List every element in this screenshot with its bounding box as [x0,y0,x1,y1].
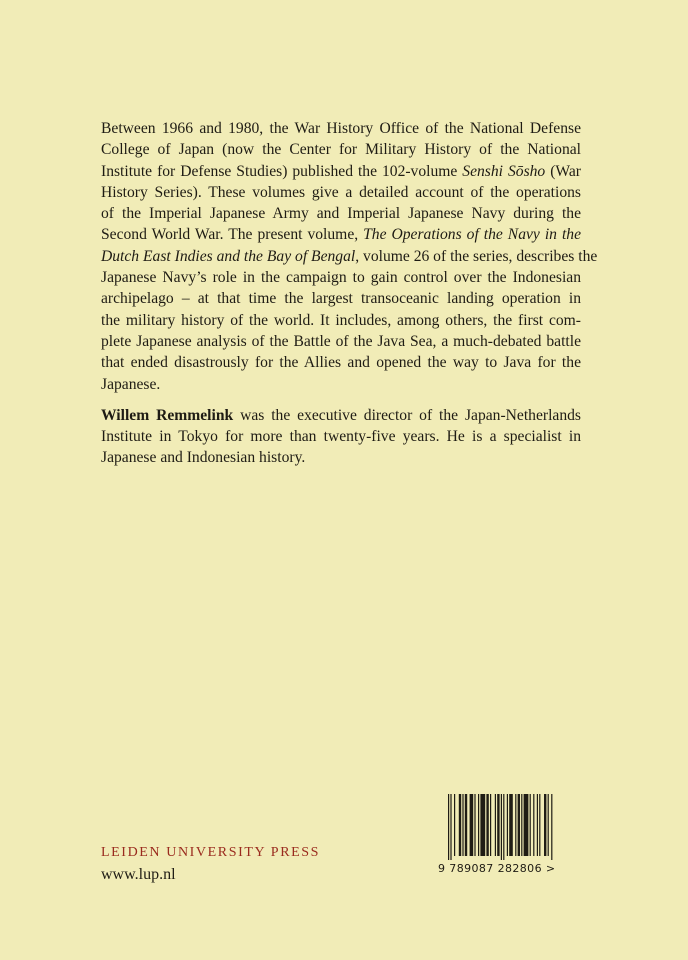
barcode-bar [503,794,504,860]
publisher-website[interactable]: www.lup.nl [101,866,176,883]
barcode-bar [470,794,474,856]
author-bio-line: Institute in Tokyo for more than twenty-five years. He is a specialist in [101,428,581,446]
barcode-bar [474,794,475,856]
description-block [101,118,598,469]
barcode-bar [478,794,479,856]
barcode-bar [490,794,491,856]
description-line: Dutch East Indies and the Bay of Bengal, volume 26 of the series, describes the [101,247,598,265]
description-line: plete Japanese analysis of the Battle of the Java Sea, a much-debated battle [101,332,581,350]
barcode-bar [521,794,522,856]
description-line: Second World War. The present volume, The Operations of the Navy in the [101,226,581,244]
barcode-bar [509,794,513,856]
barcode-bar [448,794,449,860]
description-line: Japanese. [101,375,161,393]
book-title-italic: Senshi Sōsho [462,162,546,180]
description-paragraph [101,118,598,395]
barcode-bar [480,794,485,856]
barcode-bar [518,794,520,856]
barcode-bar [544,794,546,856]
barcode-bar [450,794,451,860]
isbn-digits: 9 789087 282806 > [438,862,556,875]
barcode-bars [438,794,588,862]
description-line: that ended disastrously for the Allies and opened the way to Java for the [101,354,581,372]
barcode-bar [515,794,516,856]
description-line: Between 1966 and 1980, the War History Office of the National Defense [101,120,581,137]
barcode-bar [551,794,552,860]
barcode-bar [486,794,488,856]
barcode-bar [548,794,549,856]
isbn-barcode [438,794,588,886]
barcode-bar [530,794,531,856]
description-line: the military history of the world. It includes, among others, the first com- [101,311,581,329]
publisher-name: LEIDEN UNIVERSITY PRESS [101,845,321,860]
barcode-bar [537,794,538,856]
barcode-bar [524,794,529,856]
description-line: Japanese Navy’s role in the campaign to gain control over the Indonesian [101,269,581,287]
book-title-italic: Dutch East Indies and the Bay of Bengal [101,247,356,265]
barcode-bar [465,794,467,856]
description-line: of the Imperial Japanese Army and Imperial Japanese Navy during the [101,205,581,223]
barcode-bar [459,794,461,856]
description-line: Institute for Defense Studies) published the 102-volume Senshi Sōsho (War [101,162,581,180]
author-bio-paragraph [101,405,581,469]
barcode-bar [495,794,496,856]
barcode-bar [462,794,463,856]
barcode-bar [454,794,455,856]
description-line: archipelago – at that time the largest transoceanic landing operation in [101,290,581,308]
description-line: College of Japan (now the Center for Military History of the National [101,141,581,159]
barcode-bar [501,794,502,860]
author-bio-line: Willem Remmelink was the executive director of the Japan-Netherlands [101,406,581,424]
barcode-bar [533,794,534,856]
author-name: Willem Remmelink [101,406,234,424]
barcode-bar [497,794,499,856]
barcode-bar [539,794,540,856]
description-line: History Series). These volumes give a detailed account of the operations [101,183,581,201]
book-title-italic: The Operations of the Navy in the [363,226,581,244]
barcode-bar [507,794,508,856]
author-bio-line: Japanese and Indonesian history. [101,449,306,467]
